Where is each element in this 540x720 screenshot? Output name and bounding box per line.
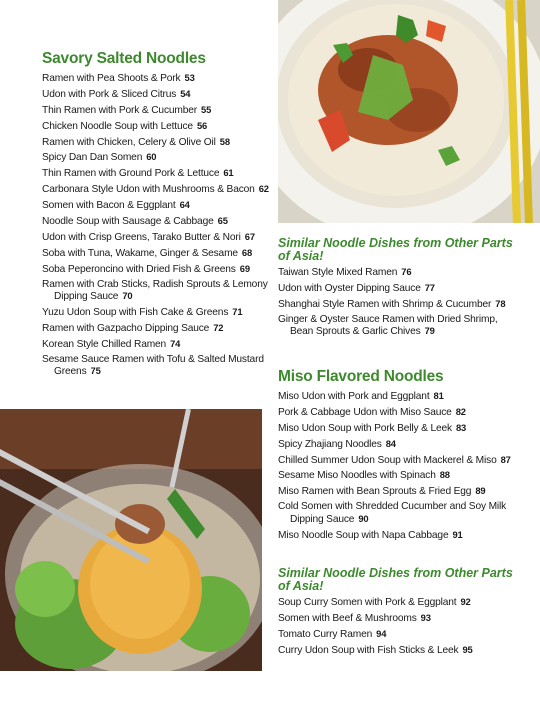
toc-entry-title: Soba with Tuna, Wakame, Ginger & Sesame — [42, 247, 238, 259]
similar2-list — [278, 596, 518, 656]
toc-entry-page: 91 — [452, 528, 463, 540]
toc-entry — [278, 644, 518, 657]
toc-entry — [278, 469, 518, 482]
toc-entry — [42, 247, 278, 260]
toc-entry — [42, 338, 278, 351]
toc-entry-title: Soba Peperoncino with Dried Fish & Greens — [42, 263, 236, 275]
toc-entry-page: 68 — [241, 246, 253, 258]
toc-entry — [42, 231, 278, 244]
toc-entry-title: Miso Udon with Pork and Eggplant — [278, 391, 430, 402]
toc-entry-title: Spicy Zhajiang Noodles — [278, 438, 382, 450]
toc-entry-page: 56 — [196, 119, 208, 131]
toc-entry-page: 76 — [401, 266, 412, 277]
toc-entry-title: Sesame Miso Noodles with Spinach — [278, 470, 436, 482]
similar1-list — [278, 266, 518, 338]
toc-entry-title: Somen with Beef & Mushrooms — [278, 612, 417, 624]
toc-entry-page: 93 — [420, 611, 431, 623]
similar1-heading: Similar Noodle Dishes from Other Parts of Asia! — [278, 236, 513, 263]
toc-entry-page: 55 — [201, 103, 212, 115]
toc-entry-page: 92 — [460, 596, 471, 607]
toc-entry-page: 70 — [122, 290, 133, 302]
toc-entry — [278, 529, 518, 542]
toc-entry-page: 82 — [455, 405, 466, 417]
toc-entry-page: 79 — [424, 325, 435, 337]
toc-entry — [42, 199, 278, 212]
toc-entry — [278, 596, 518, 609]
toc-entry-title: Shanghai Style Ramen with Shrimp & Cucumber — [278, 298, 492, 310]
toc-entry-page: 81 — [433, 390, 444, 401]
toc-entry-title: Chilled Summer Udon Soup with Mackerel & Miso — [278, 454, 497, 466]
toc-entry — [42, 88, 278, 101]
toc-entry-title: Udon with Pork & Sliced Citrus — [42, 88, 177, 100]
toc-entry-page: 71 — [232, 306, 243, 318]
toc-entry — [42, 306, 278, 319]
toc-entry-title: Miso Noodle Soup with Napa Cabbage — [278, 529, 449, 541]
toc-entry-title: Curry Udon Soup with Fish Sticks & Leek — [278, 644, 459, 656]
toc-entry — [42, 183, 278, 196]
toc-entry — [278, 501, 518, 525]
toc-entry-title: Sesame Sauce Ramen with Tofu & Salted Mustard Greens — [42, 353, 264, 378]
miso-section — [278, 368, 518, 545]
toc-entry-title: Miso Udon Soup with Pork Belly & Leek — [278, 422, 452, 434]
toc-entry-title: Ramen with Chicken, Celery & Olive Oil — [42, 136, 216, 148]
toc-entry-title: Cold Somen with Shredded Cucumber and Soy Milk Dipping Sauce — [278, 501, 507, 525]
toc-entry-title: Ginger & Oyster Sauce Ramen with Dried Shrimp, Bean Sprouts & Garlic Chives — [278, 313, 498, 338]
toc-entry — [278, 422, 518, 435]
toc-entry-title: Thin Ramen with Ground Pork & Lettuce — [42, 168, 220, 180]
toc-entry-title: Carbonara Style Udon with Mushrooms & Bacon — [42, 184, 255, 196]
toc-entry-title: Soup Curry Somen with Pork & Eggplant — [278, 597, 457, 608]
toc-entry-title: Ramen with Crab Sticks, Radish Sprouts & Lemony Dipping Sauce — [42, 278, 268, 303]
toc-entry-page: 72 — [213, 321, 224, 333]
toc-entry-title: Yuzu Udon Soup with Fish Cake & Greens — [42, 307, 229, 319]
toc-entry-title: Udon with Oyster Dipping Sauce — [278, 282, 421, 294]
toc-entry-title: Ramen with Gazpacho Dipping Sauce — [42, 322, 210, 334]
toc-entry-title: Ramen with Pea Shoots & Pork — [42, 73, 181, 84]
toc-entry — [278, 298, 518, 311]
toc-entry-page: 67 — [244, 230, 255, 242]
noodle-bowl-photo-top — [278, 0, 540, 223]
toc-entry — [42, 322, 278, 335]
toc-entry-page: 65 — [217, 215, 228, 227]
toc-entry-page: 74 — [170, 337, 181, 349]
toc-entry-page: 94 — [376, 627, 387, 639]
toc-entry-page: 60 — [146, 151, 157, 163]
toc-entry-page: 54 — [180, 87, 191, 99]
similar1-section — [278, 237, 518, 341]
toc-entry — [42, 151, 278, 164]
toc-entry-title: Noodle Soup with Sausage & Cabbage — [42, 216, 214, 228]
toc-entry-page: 95 — [462, 643, 473, 655]
toc-entry-page: 62 — [258, 183, 269, 195]
toc-entry-page: 77 — [424, 281, 435, 293]
toc-entry-page: 61 — [223, 167, 234, 179]
toc-entry — [278, 628, 518, 641]
miso-heading: Miso Flavored Noodles — [278, 368, 444, 385]
toc-entry — [42, 120, 278, 133]
toc-entry — [42, 215, 278, 228]
savory-list — [42, 72, 278, 378]
toc-entry — [278, 314, 518, 338]
toc-entry-page: 84 — [385, 437, 396, 449]
toc-entry-title: Tomato Curry Ramen — [278, 628, 373, 640]
toc-entry-title: Spicy Dan Dan Somen — [42, 152, 143, 164]
toc-entry-page: 53 — [184, 72, 195, 83]
miso-list — [278, 390, 518, 541]
toc-entry-page: 83 — [455, 421, 467, 433]
toc-entry-title: Somen with Bacon & Eggplant — [42, 200, 176, 212]
toc-entry-page: 64 — [179, 199, 190, 211]
toc-entry-page: 78 — [495, 297, 506, 309]
toc-entry — [42, 136, 278, 149]
noodle-bowl-photo-bottom — [0, 409, 262, 671]
similar2-heading: Similar Noodle Dishes from Other Parts of Asia! — [278, 566, 513, 593]
toc-entry-title: Udon with Crisp Greens, Tarako Butter & Nori — [42, 231, 241, 243]
toc-entry — [278, 390, 518, 403]
toc-entry — [278, 454, 518, 467]
toc-entry — [42, 167, 278, 180]
toc-entry — [278, 266, 518, 279]
toc-entry-title: Miso Ramen with Bean Sprouts & Fried Egg — [278, 486, 472, 498]
toc-entry — [278, 485, 518, 498]
similar2-section — [278, 567, 518, 660]
toc-entry-page: 88 — [439, 469, 450, 481]
toc-entry — [42, 354, 278, 378]
toc-entry-page: 69 — [239, 262, 250, 274]
toc-entry-page: 58 — [219, 135, 230, 147]
savory-section — [42, 50, 278, 381]
toc-entry-page: 89 — [475, 485, 486, 497]
savory-heading: Savory Salted Noodles — [42, 50, 206, 67]
toc-entry — [278, 282, 518, 295]
toc-entry-page: 90 — [358, 512, 369, 524]
toc-entry — [42, 104, 278, 117]
toc-entry — [278, 612, 518, 625]
toc-entry — [278, 438, 518, 451]
toc-entry-title: Pork & Cabbage Udon with Miso Sauce — [278, 406, 452, 418]
toc-entry-title: Chicken Noodle Soup with Lettuce — [42, 120, 193, 132]
toc-entry-title: Taiwan Style Mixed Ramen — [278, 267, 398, 278]
toc-entry — [42, 279, 278, 303]
toc-entry-page: 87 — [500, 453, 511, 465]
toc-entry — [42, 263, 278, 276]
toc-entry-title: Thin Ramen with Pork & Cucumber — [42, 104, 198, 116]
toc-entry — [42, 72, 278, 85]
toc-entry-page: 75 — [90, 365, 101, 377]
toc-entry — [278, 406, 518, 419]
toc-entry-title: Korean Style Chilled Ramen — [42, 338, 167, 350]
